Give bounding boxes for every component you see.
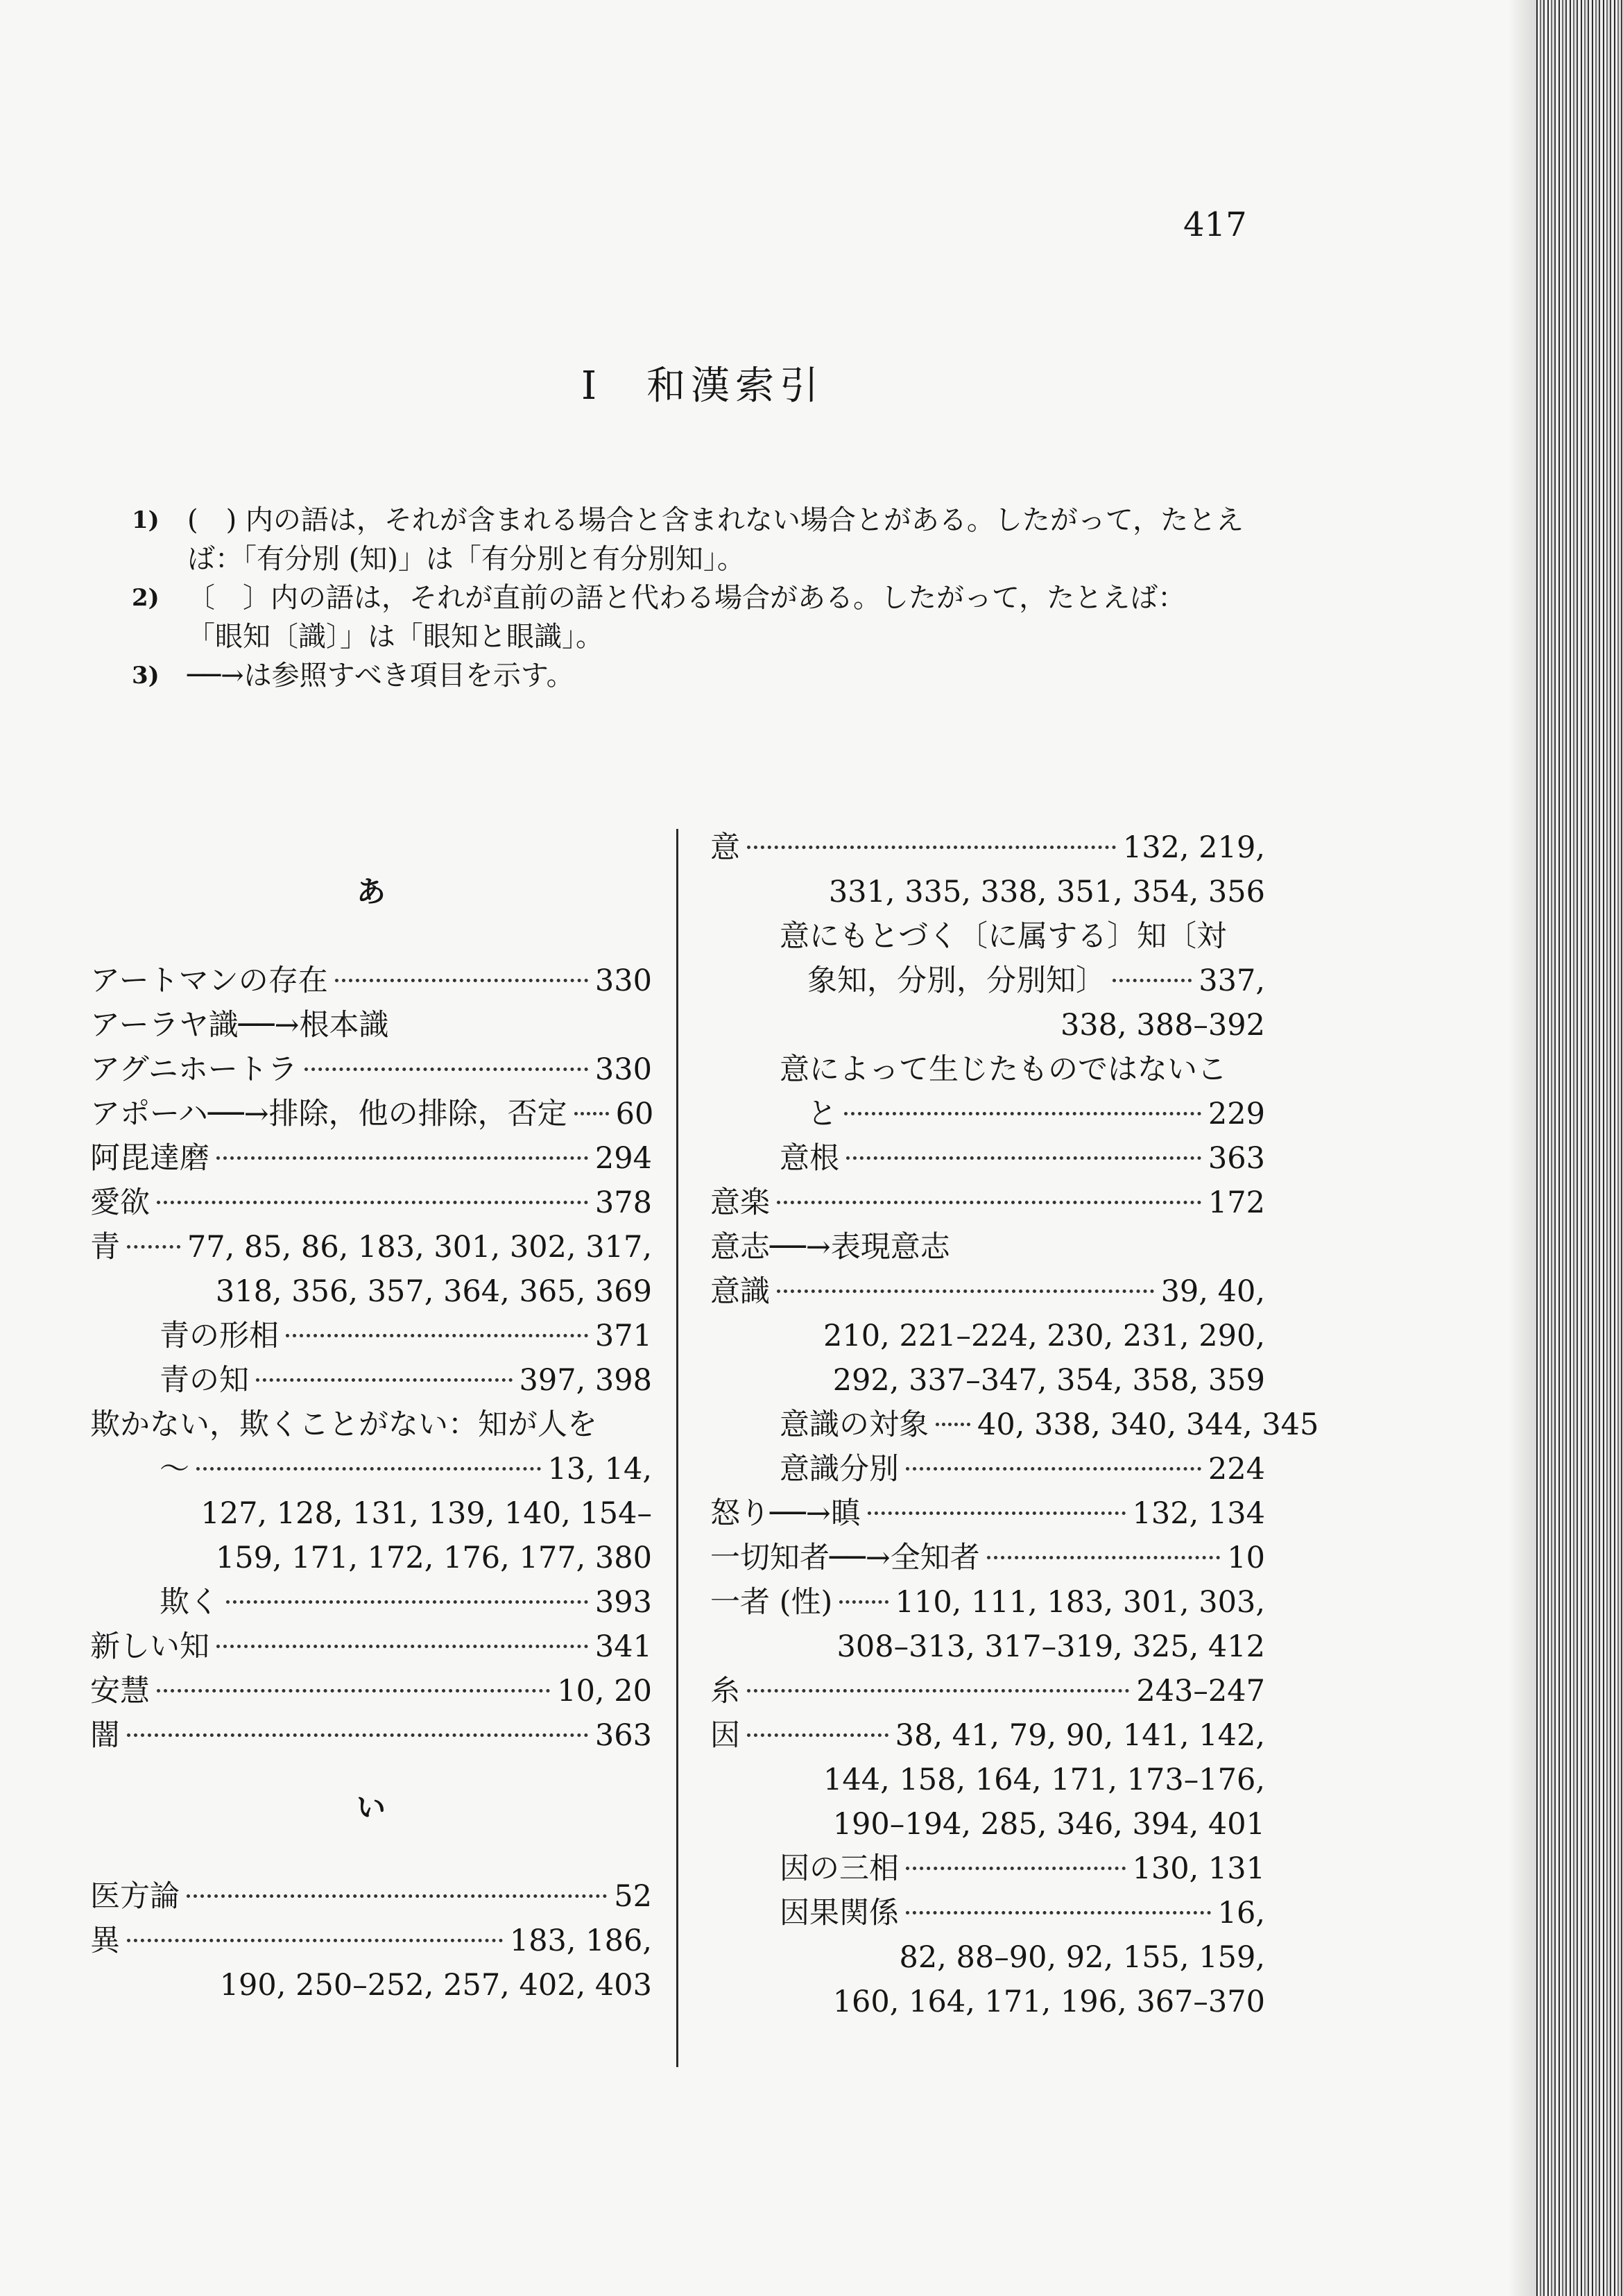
page-number: 417 (1183, 205, 1247, 244)
entry-term: 因の三相 (780, 1851, 899, 1886)
entry-term: 医方論 (90, 1879, 180, 1914)
index-column-right (710, 825, 1319, 2024)
entry-term: 青の形相 (160, 1319, 279, 1353)
entry-term: ～ (160, 1452, 189, 1487)
entry-pages: 378 (594, 1185, 652, 1220)
note-number: 3) (132, 662, 160, 689)
note-text: ば：「有分別 (知)」は「有分別と有分別知」。 (187, 543, 745, 575)
entry-term: 象知，分別，分別知〕 (807, 963, 1106, 998)
entry-pages-continued: 308–313, 317–319, 325, 412 (836, 1629, 1265, 1664)
index-column-left (90, 825, 652, 2007)
entry-term: 意にもとづく〔に属する〕知〔対 (780, 919, 1227, 954)
entry-term: と (807, 1097, 837, 1131)
index-entry (90, 1403, 652, 1580)
entry-pages: 330 (594, 963, 652, 998)
entry-pages-continued: 190–194, 285, 346, 394, 401 (832, 1807, 1265, 1842)
index-entry (90, 1713, 652, 1758)
index-subentry (90, 1358, 652, 1403)
page-shadow (1509, 0, 1536, 2296)
column-divider (676, 829, 678, 2067)
entry-pages: 337, (1199, 963, 1265, 998)
usage-notes (132, 501, 1269, 695)
entry-term: アートマンの存在 (90, 963, 328, 998)
entry-term: 安慧 (90, 1674, 150, 1708)
entry-term: 阿毘達磨 (90, 1141, 209, 1176)
entry-term: アポーハ──→排除，他の排除，否定 (90, 1097, 567, 1131)
entry-pages: 132, 134 (1132, 1496, 1265, 1531)
index-entry (90, 1225, 652, 1314)
entry-pages: 363 (1208, 1141, 1265, 1176)
entry-pages: 130, 131 (1132, 1851, 1265, 1886)
entry-pages: 183, 186, (509, 1924, 652, 1958)
entry-term: 欺く (160, 1585, 219, 1620)
index-subentry (710, 1047, 1265, 1136)
index-subentry (710, 914, 1265, 1047)
entry-pages: 132, 219, (1122, 830, 1265, 865)
note-1 (132, 501, 1269, 579)
page-title: I 和漢索引 (581, 363, 825, 409)
entry-term: 意 (710, 830, 740, 865)
index-entry (90, 1669, 652, 1713)
index-entry (710, 1181, 1265, 1225)
entry-pages: 60 (615, 1097, 654, 1131)
entry-pages: 294 (594, 1141, 652, 1176)
entry-pages-continued: 127, 128, 131, 139, 140, 154– (200, 1496, 652, 1531)
entry-term: アーラヤ識──→根本識 (90, 1008, 389, 1043)
index-entry (90, 1047, 652, 1092)
entry-term: 意識 (710, 1274, 770, 1309)
entry-pages: 52 (614, 1879, 652, 1914)
index-entry (710, 1491, 1265, 1536)
entry-term: 因果関係 (780, 1896, 899, 1930)
entry-term: 意楽 (710, 1185, 770, 1220)
entry-pages: 77, 85, 86, 183, 301, 302, 317, (187, 1230, 652, 1265)
entry-pages-continued: 144, 158, 164, 171, 173–176, (823, 1763, 1265, 1797)
index-subentry (710, 1847, 1265, 1891)
entry-pages: 341 (594, 1629, 652, 1664)
entry-term: 糸 (710, 1674, 740, 1708)
index-entry (710, 1536, 1265, 1580)
entry-pages: 243–247 (1136, 1674, 1265, 1708)
entry-pages: 110, 111, 183, 301, 303, (895, 1585, 1265, 1620)
entry-pages: 397, 398 (519, 1363, 652, 1398)
entry-pages-continued: 160, 164, 171, 196, 367–370 (832, 1985, 1265, 2019)
entry-pages: 38, 41, 79, 90, 141, 142, (895, 1718, 1265, 1753)
index-entry (710, 825, 1265, 914)
entry-term: 闇 (90, 1718, 120, 1753)
note-text: ──→は参照すべき項目を示す。 (187, 660, 574, 692)
index-subentry (90, 1580, 652, 1625)
book-edge-scan (1536, 0, 1623, 2296)
index-subentry (710, 1447, 1265, 1491)
entry-term: 新しい知 (90, 1629, 209, 1664)
index-entry (710, 1669, 1265, 1713)
note-3 (132, 656, 1269, 695)
entry-pages-continued: 190, 250–252, 257, 402, 403 (219, 1968, 652, 2003)
entry-term: 意識分別 (780, 1452, 899, 1487)
index-entry (710, 1713, 1265, 1847)
entry-term: 意志──→表現意志 (710, 1230, 950, 1265)
entry-pages: 371 (594, 1319, 652, 1353)
section-heading-i: い (356, 1790, 386, 1824)
entry-pages: 13, 14, (547, 1452, 652, 1487)
entry-term: 意によって生じたものではないこ (780, 1052, 1227, 1087)
entry-pages: 363 (594, 1718, 652, 1753)
note-number: 2) (132, 584, 160, 612)
section-heading-a: あ (356, 875, 386, 909)
entry-pages: 393 (594, 1585, 652, 1620)
entry-term: 青の知 (160, 1363, 249, 1398)
entry-pages: 229 (1208, 1097, 1265, 1131)
index-subentry (710, 1136, 1265, 1181)
index-entry (90, 1136, 652, 1181)
entry-term: 一切知者──→全知者 (710, 1541, 980, 1575)
index-entry (90, 959, 652, 1003)
entry-pages-continued: 318, 356, 357, 364, 365, 369 (215, 1274, 652, 1309)
entry-term: 異 (90, 1924, 120, 1958)
entry-pages-continued: 331, 335, 338, 351, 354, 356 (828, 875, 1265, 909)
index-entry (90, 1092, 652, 1136)
entry-term: 欺かない，欺くことがない：知が人を (90, 1407, 597, 1442)
note-text: ( ) 内の語は，それが含まれる場合と含まれない場合とがある。したがって，たとえ (187, 504, 1244, 536)
entry-pages: 39, 40, (1160, 1274, 1265, 1309)
index-entry (710, 1269, 1265, 1403)
entry-term: 青 (90, 1230, 120, 1265)
index-subentry (710, 1891, 1265, 2024)
index-entry (90, 1874, 652, 1919)
index-subentry (710, 1403, 1319, 1447)
entry-pages-continued: 210, 221–224, 230, 231, 290, (823, 1319, 1265, 1353)
entry-pages: 224 (1208, 1452, 1265, 1487)
entry-term: 意根 (780, 1141, 839, 1176)
entry-term: 愛欲 (90, 1185, 150, 1220)
index-entry (710, 1580, 1265, 1669)
entry-term: 怒り──→瞋 (710, 1496, 861, 1531)
entry-pages: 40, 338, 340, 344, 345 (977, 1407, 1319, 1442)
entry-term: 意識の対象 (780, 1407, 929, 1442)
index-entry (710, 1225, 1265, 1269)
note-2 (132, 579, 1269, 656)
note-text: 「眼知〔識〕」は「眼知と眼識」。 (187, 621, 603, 653)
entry-pages-continued: 338, 388–392 (1060, 1008, 1265, 1043)
index-subentry (90, 1314, 652, 1358)
entry-pages: 172 (1208, 1185, 1265, 1220)
note-text: 〔 〕内の語は，それが直前の語と代わる場合がある。したがって，たとえば： (187, 582, 1186, 614)
entry-pages-continued: 292, 337–347, 354, 358, 359 (832, 1363, 1265, 1398)
entry-pages: 10 (1227, 1541, 1265, 1575)
index-entry (90, 1919, 652, 2007)
index-entry (90, 1181, 652, 1225)
entry-pages-continued: 159, 171, 172, 176, 177, 380 (215, 1541, 652, 1575)
entry-pages: 330 (594, 1052, 652, 1087)
entry-pages-continued: 82, 88–90, 92, 155, 159, (899, 1940, 1265, 1975)
entry-term: 因 (710, 1718, 740, 1753)
index-entry (90, 1625, 652, 1669)
entry-pages: 16, (1217, 1896, 1265, 1930)
entry-term: アグニホートラ (90, 1052, 298, 1087)
index-entry (90, 1003, 652, 1047)
entry-term: 一者 (性) (710, 1585, 833, 1620)
entry-pages: 10, 20 (557, 1674, 652, 1708)
note-number: 1) (132, 506, 160, 534)
